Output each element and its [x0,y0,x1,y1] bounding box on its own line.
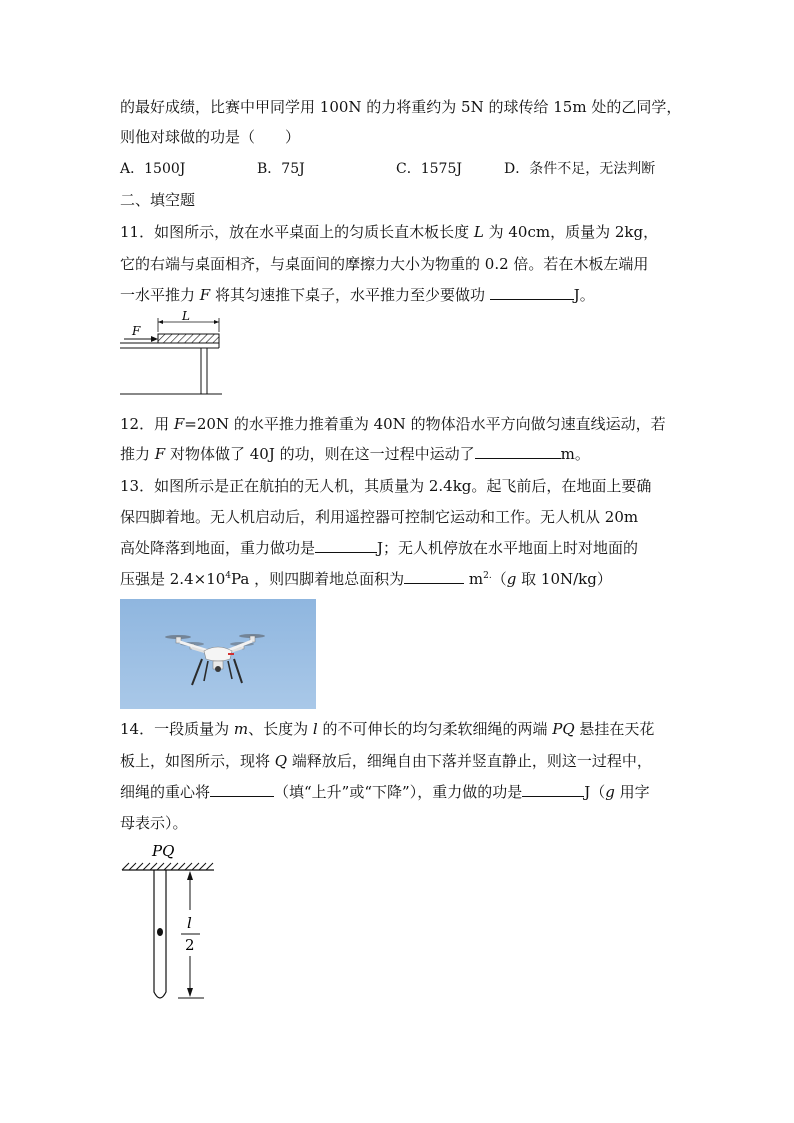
q10-option-d [504,159,655,179]
q12-text: 推力 [120,445,155,463]
q13-line-3 [120,538,638,558]
q11-unit: J。 [573,286,595,304]
q14-text: 悬挂在天花 [574,720,655,738]
q14-text: 14．一段质量为 [120,720,234,738]
q13-line-2: 保四脚着地。无人机启动后，利用遥控器可控制它运动和工作。无人机从 20m [120,508,639,526]
q11-var-f: F [199,286,211,304]
fraction-denominator: 2 [185,936,195,954]
q14-text: 板上，如图所示，现将 [120,752,275,770]
option-label: A． [120,161,145,177]
q14-center-blank[interactable] [210,782,274,797]
length-label: L [182,310,190,323]
q14-var-pq: PQ [552,720,575,738]
q11-line-2: 它的右端与桌面相齐，与桌面间的摩擦力大小为物重的 0.2 倍。若在木板左端用 [120,255,649,273]
q10-line-1: 的最好成绩，比赛中甲同学用 100N 的力将重约为 5N 的球传给 15m 处的乙同学， [120,98,682,116]
q14-line-3 [120,782,650,802]
q14-line-4: 母表示）。 [120,814,188,832]
q13-text: J；无人机停放在水平地面上时对地面的 [377,539,639,557]
q11-line-3 [120,285,595,305]
drone-photo [120,599,316,709]
q12-unit: m。 [560,445,590,463]
q12-answer-blank[interactable] [475,444,561,459]
q14-var-m: m [233,720,249,738]
q13-line-4 [120,569,612,589]
q14-text: 细绳的重心将 [120,783,211,801]
q10-option-c [396,159,462,179]
q13-text: （ [491,570,507,588]
center-of-mass-dot [157,928,163,936]
q11-text: 一水平推力 [120,286,200,304]
q13-exponent: 4 [225,571,232,581]
option-text: 1500J [144,161,186,177]
option-label: D． [504,161,530,177]
option-text: 75J [281,161,305,177]
q14-text: 端释放后，细绳自由下落并竖直静止，则这一过程中， [287,752,652,770]
q13-area-blank[interactable] [404,569,464,584]
section-title: 二、填空题 [120,191,196,209]
q10-line-2: 则他对球做的功是（ ） [120,128,301,146]
q11-board-figure [118,310,228,402]
q12-text: =20N 的水平推力推着重为 40N 的物体沿水平方向做匀速直线运动，若 [184,415,666,433]
q14-work-blank[interactable] [522,782,584,797]
q14-line-2 [120,751,652,771]
q14-var-l: l [312,720,318,738]
q14-text: 的不可伸长的均匀柔软细绳的两端 [317,720,553,738]
q13-unit: m [464,570,484,588]
q12-var-f: F [154,445,166,463]
q14-text: J（ [584,783,606,801]
force-arrow-head [151,336,158,342]
q14-var-g: g [605,783,615,801]
q11-text: 将其匀速推下桌子，水平推力至少要做功 [210,286,490,304]
q10-option-a [120,159,185,179]
option-label: C． [396,161,421,177]
q10-option-b [257,159,305,179]
q14-rope-figure [118,838,228,1008]
q13-text: 压强是 2.4×10 [120,570,226,588]
q12-line-2 [120,444,590,464]
q13-line-1: 13．如图所示是正在航拍的无人机，其质量为 2.4kg。起飞前后，在地面上要确 [120,477,652,495]
q13-work-blank[interactable] [315,538,377,553]
q14-line-1 [120,719,654,739]
ceiling-hatch [122,863,213,870]
q14-text: （填“上升”或“下降”），重力做的功是 [274,783,523,801]
q13-exponent: 2. [483,571,492,581]
option-label: B． [257,161,282,177]
q13-text: 高处降落到地面，重力做功是 [120,539,316,557]
q12-text: 12．用 [120,415,174,433]
option-text: 1575J [420,161,462,177]
q14-text: 用字 [614,783,650,801]
wooden-board [158,334,219,343]
q13-text: Pa ，则四脚着地总面积为 [231,570,405,588]
q11-var-l: L [473,223,484,241]
force-label: F [132,324,141,338]
q11-text: 为 40cm，质量为 2kg， [483,223,659,241]
pq-label: PQ [152,842,175,860]
q14-text: 、长度为 [248,720,313,738]
q13-var-g: g [506,570,517,588]
option-text: 条件不足，无法判断 [529,161,656,177]
q12-var-f: F [173,415,185,433]
q12-text: 对物体做了 40J 的功，则在这一过程中运动了 [165,445,475,463]
q13-text: 取 10N/kg） [516,570,612,588]
q14-var-q: Q [274,752,288,770]
q12-line-1 [120,414,666,434]
fraction-numerator: l [187,914,192,932]
q11-answer-blank[interactable] [490,285,574,300]
q11-line-1 [120,222,658,242]
q11-text: 11．如图所示，放在水平桌面上的匀质长直木板长度 [120,223,474,241]
